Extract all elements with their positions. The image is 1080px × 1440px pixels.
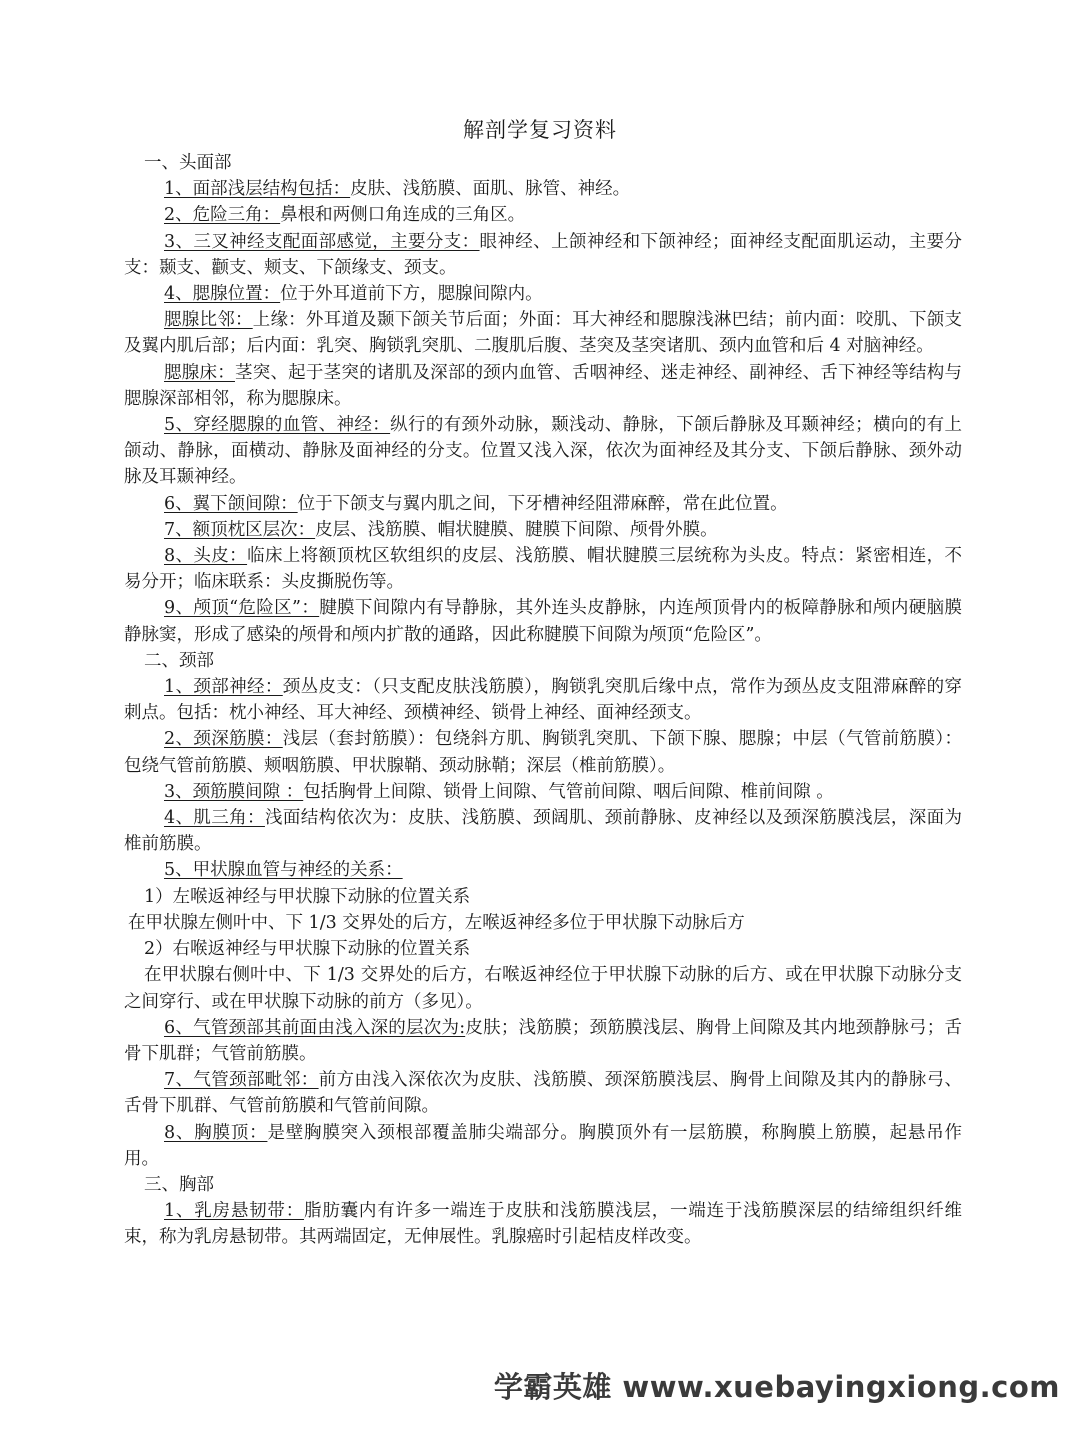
paragraph-text: 前方由浅入深依次为皮肤、浅筋膜、颈深筋膜浅层、胸骨上间隙及其内的静脉弓、舌骨下肌群、气管前筋膜和气管前间隙。 (124, 1070, 963, 1117)
term-heading: 腮腺床： (164, 362, 235, 383)
paragraph-text: 浅层（套封筋膜）：包绕斜方肌、胸锁乳突肌、下颌下腺、腮腺；中层（气管前筋膜）：包绕气管前筋膜、颊咽筋膜、甲状腺鞘、颈动脉鞘；深层（椎前筋膜）。 (124, 729, 962, 776)
paragraph (124, 1067, 962, 1119)
term-heading: 2、颈深筋膜： (164, 729, 283, 750)
paragraph (124, 1015, 962, 1067)
paragraph (124, 779, 962, 805)
term-heading: 1、面部浅层结构包括： (164, 179, 351, 200)
site-watermark: 学霸英雄 www.xuebayingxiong.com (493, 1370, 1060, 1404)
term-heading: 7、额顶枕区层次： (164, 519, 316, 540)
term-heading: 3、三叉神经支配面部感觉，主要分支： (164, 231, 480, 252)
paragraph-text: 眼神经、上颌神经和下颌神经；面神经支配面肌运动，主要分支：颞支、颧支、颊支、下颌缘支、颈支。 (124, 231, 962, 278)
document-title: 解剖学复习资料 (463, 118, 617, 142)
paragraph-text: 浅面结构依次为：皮肤、浅筋膜、颈阔肌、颈前静脉、皮神经以及颈深筋膜浅层，深面为椎前筋膜。 (124, 808, 962, 855)
paragraph: 2）右喉返神经与甲状腺下动脉的位置关系 (144, 939, 471, 960)
paragraph (124, 412, 962, 491)
paragraph-text: 临床上将额顶枕区软组织的皮层、浅筋膜、帽状腱膜三层统称为头皮。特点：紧密相连，不易分开；临床联系：头皮撕脱伤等。 (124, 546, 963, 593)
paragraph (124, 726, 962, 778)
document-body (124, 150, 962, 1251)
paragraph-text: 位于下颌支与翼内肌之间，下牙槽神经阻滞麻醉，常在此位置。 (297, 493, 788, 514)
paragraph (124, 281, 962, 307)
term-heading: 8、头皮： (164, 546, 248, 567)
paragraph-text: 皮肤；浅筋膜；颈筋膜浅层、胸骨上间隙及其内地颈静脉弓；舌骨下肌群；气管前筋膜。 (124, 1017, 963, 1064)
paragraph-text: 纵行的有颈外动脉，颞浅动、静脉，下颌后静脉及耳颞神经；横向的有上颌动、静脉，面横动、静脉及面神经的分支。位置又浅入深，依次为面神经及其分支、下颌后静脉、颈外动脉及耳颞神经。 (124, 415, 963, 488)
paragraph-text: 皮层、浅筋膜、帽状腱膜、腱膜下间隙、颅骨外膜。 (315, 519, 718, 540)
paragraph (124, 857, 962, 883)
term-heading: 6、翼下颌间隙： (164, 493, 298, 514)
paragraph (124, 1120, 962, 1172)
paragraph (124, 491, 962, 517)
paragraph (124, 229, 962, 281)
paragraph-text: 腱膜下间隙内有导静脉，其外连头皮静脉，内连颅顶骨内的板障静脉和颅内硬脑膜静脉窦，形成了感染的颅骨和颅内扩散的通路，因此称腱膜下间隙为颅顶“危险区”。 (124, 598, 962, 645)
paragraph-text: 颈丛皮支：（只支配皮肤浅筋膜），胸锁乳突肌后缘中点，常作为颈丛皮支阻滞麻醉的穿刺点。包括：枕小神经、耳大神经、颈横神经、锁骨上神经、面神经颈支。 (124, 677, 962, 724)
term-heading: 1、乳房悬韧带： (164, 1201, 305, 1222)
paragraph-text: 位于外耳道前下方，腮腺间隙内。 (280, 284, 543, 305)
term-heading: 9、颅顶“危险区”： (164, 598, 320, 619)
paragraph-text: 脂肪囊内有许多一端连于皮肤和浅筋膜浅层，一端连于浅筋膜深层的结缔组织纤维束，称为乳房悬韧带。其两端固定，无伸展性。乳腺癌时引起桔皮样改变。 (124, 1201, 962, 1248)
paragraph (124, 202, 962, 228)
paragraph-text: 皮肤、浅筋膜、面肌、脉管、神经。 (350, 179, 631, 200)
paragraph: 在甲状腺左侧叶中、下 1/3 交界处的后方，左喉返神经多位于甲状腺下动脉后方 (128, 912, 745, 933)
term-heading: 8、胸膜顶： (164, 1122, 268, 1143)
paragraph-text: 是壁胸膜突入颈根部覆盖肺尖端部分。胸膜顶外有一层筋膜，称胸膜上筋膜，起悬吊作用。 (124, 1122, 962, 1169)
term-heading: 4、腮腺位置： (164, 284, 281, 305)
term-heading: 6、气管颈部其前面由浅入深的层次为: (164, 1017, 466, 1038)
paragraph: 在甲状腺右侧叶中、下 1/3 交界处的后方，右喉返神经位于甲状腺下动脉的后方、或在甲状腺下动脉分支之间穿行、或在甲状腺下动脉的前方（多见）。 (124, 965, 962, 1012)
paragraph (124, 360, 962, 412)
section-heading: 三、胸部 (144, 1174, 214, 1195)
term-heading: 腮腺比邻： (164, 310, 253, 331)
paragraph (124, 1198, 962, 1250)
paragraph (124, 674, 962, 726)
paragraph-text: 茎突、起于茎突的诸肌及深部的颈内血管、舌咽神经、迷走神经、副神经、舌下神经等结构与腮腺深部相邻，称为腮腺床。 (124, 362, 963, 409)
term-heading: 2、危险三角： (164, 205, 281, 226)
term-heading: 7、气管颈部毗邻： (164, 1070, 319, 1091)
paragraph (124, 805, 962, 857)
term-heading: 5、甲状腺血管与神经的关系： (164, 860, 403, 881)
paragraph (124, 307, 962, 359)
term-heading: 3、颈筋膜间隙 ： (164, 781, 304, 802)
paragraph-text: 鼻根和两侧口角连成的三角区。 (280, 205, 526, 226)
term-heading: 1、颈部神经： (164, 677, 283, 698)
paragraph-text: 包括胸骨上间隙、锁骨上间隙、气管前间隙、咽后间隙、椎前间隙 。 (303, 781, 834, 802)
paragraph: 1）左喉返神经与甲状腺下动脉的位置关系 (144, 886, 471, 907)
section-heading: 二、颈部 (144, 650, 214, 671)
term-heading: 5、穿经腮腺的血管、神经： (164, 415, 391, 436)
paragraph-text: 上缘：外耳道及颞下颌关节后面；外面：耳大神经和腮腺浅淋巴结；前内面：咬肌、下颌支及翼内肌后部；后内面：乳突、胸锁乳突肌、二腹肌后腹、茎突及茎突诸肌、颈内血管和后 4 对脑神经。 (124, 310, 963, 357)
paragraph (124, 176, 962, 202)
paragraph (124, 517, 962, 543)
paragraph (124, 543, 962, 595)
term-heading: 4、肌三角： (164, 808, 265, 829)
paragraph (124, 595, 962, 647)
section-heading: 一、头面部 (144, 153, 232, 173)
